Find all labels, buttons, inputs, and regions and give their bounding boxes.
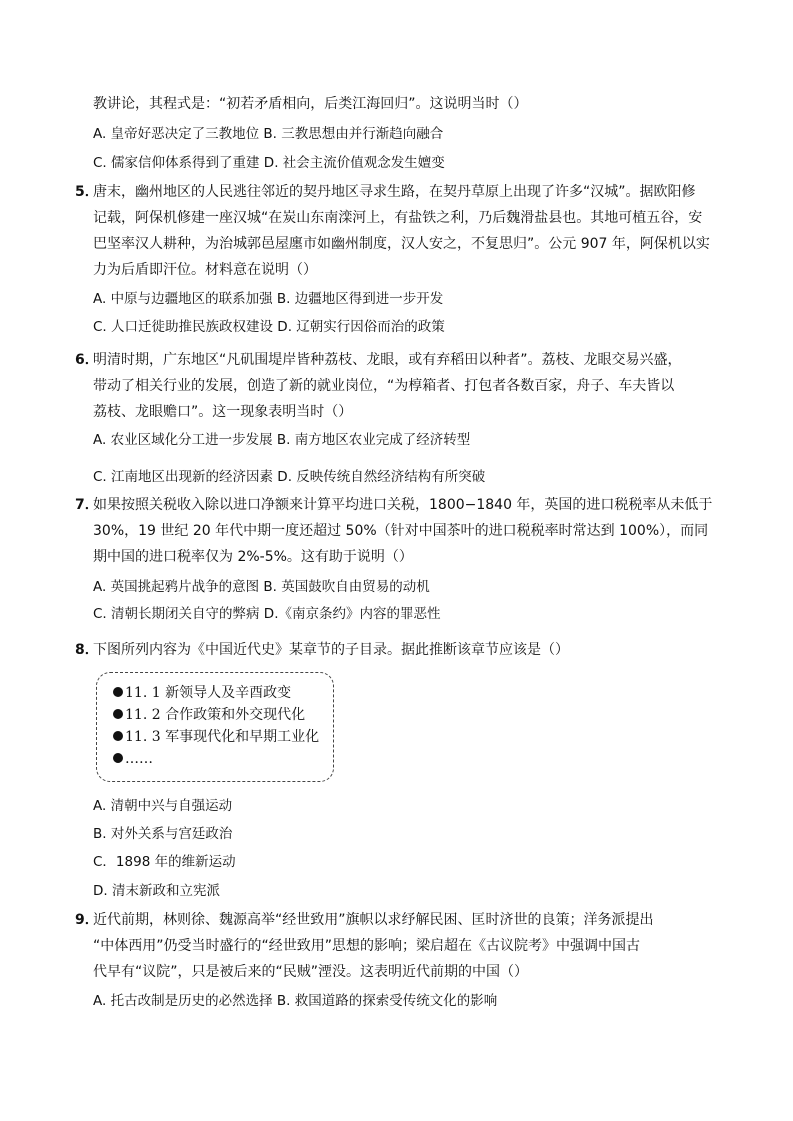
q8-stem-line-1: 下图所列内容为《中国近代史》某章节的子目录。据此推断该章节应该是（） (93, 642, 569, 658)
q4-options-ab: A. 皇帝好恶决定了三教地位 B. 三教思想由并行渐趋向融合 (93, 126, 444, 142)
q7-number: 7． (75, 497, 99, 513)
q6-options-cd: C. 江南地区出现新的经济因素 D. 反映传统自然经济结构有所突破 (93, 469, 486, 485)
toc-item: 11. 1 新领导人及辛酉政变 (113, 683, 291, 703)
chapter-toc-box (96, 672, 334, 782)
q5-stem-line-2: 记载，阿保机修建一座汉城“在炭山东南滦河上，有盐铁之利，乃后魏滑盐县也。其地可植五谷，安 (93, 210, 703, 226)
q6-stem-line-2: 带动了相关行业的发展，创造了新的就业岗位，“为椁箱者、打包者各数百家，舟子、车夫皆以 (93, 378, 675, 394)
bullet-icon (113, 731, 123, 741)
toc-item: 11. 3 军事现代化和早期工业化 (113, 727, 319, 747)
q9-number: 9． (75, 912, 99, 928)
q5-options-ab: A. 中原与边疆地区的联系加强 B. 边疆地区得到进一步开发 (93, 291, 444, 307)
q7-stem-line-2: 30%，19 世纪 20 年代中期一度还超过 50%（针对中国茶叶的进口税税率时常达到 100%），而同 (93, 523, 709, 539)
q9-stem-line-1: 近代前期，林则徐、魏源高举“经世致用”旗帜以求纾解民困、匡时济世的良策；洋务派提出 (93, 912, 654, 928)
q5-options-cd: C. 人口迁徙助推民族政权建设 D. 辽朝实行因俗而治的政策 (93, 319, 445, 335)
q7-options-ab: A. 英国挑起鸦片战争的意图 B. 英国鼓吹自由贸易的动机 (93, 579, 430, 595)
q8-option-d: D. 清末新政和立宪派 (93, 883, 220, 899)
q6-stem-line-1: 明清时期，广东地区“凡矶围堤岸皆种荔枝、龙眼，或有弃稻田以种者”。荔枝、龙眼交易兴盛， (93, 352, 682, 368)
bullet-icon (113, 753, 123, 763)
q8-option-c: C．1898 年的维新运动 (93, 854, 236, 870)
toc-item: …… (113, 749, 153, 769)
q6-options-ab: A. 农业区域化分工进一步发展 B. 南方地区农业完成了经济转型 (93, 432, 471, 448)
q9-options-ab: A. 托古改制是历史的必然选择 B. 救国道路的探索受传统文化的影响 (93, 993, 498, 1009)
q7-stem-line-3: 期中国的进口税率仅为 2%-5%。这有助于说明（） (93, 549, 413, 565)
q8-number: 8． (75, 642, 99, 658)
toc-item: 11. 2 合作政策和外交现代化 (113, 705, 305, 725)
q5-stem-line-4: 力为后盾即汗位。材料意在说明（） (93, 262, 317, 278)
q6-stem-line-3: 荔枝、龙眼赡口”。这一现象表明当时（） (93, 404, 353, 420)
q9-stem-line-3: 代早有“议院”，只是被后来的“民贼”湮没。这表明近代前期的中国（） (93, 964, 529, 980)
bullet-icon (113, 687, 123, 697)
q7-options-cd: C. 清朝长期闭关自守的弊病 D.《南京条约》内容的罪恶性 (93, 606, 441, 622)
q4-options-cd: C. 儒家信仰体系得到了重建 D. 社会主流价值观念发生嬗变 (93, 155, 445, 171)
q8-option-b: B. 对外关系与宫廷政治 (93, 826, 233, 842)
q8-option-a: A. 清朝中兴与自强运动 (93, 798, 233, 814)
q5-stem-line-3: 巴坚率汉人耕种，为治城郭邑屋廛市如幽州制度，汉人安之，不复思归”。公元 907 年，阿保机以实 (93, 236, 710, 252)
q4-stem-continuation: 教讲论，其程式是：“初若矛盾相向，后类江海回归”。这说明当时（） (93, 96, 528, 112)
q5-number: 5． (75, 184, 99, 200)
bullet-icon (113, 709, 123, 719)
q7-stem-line-1: 如果按照关税收入除以进口净额来计算平均进口关税，1800−1840 年，英国的进口税税率从未低于 (93, 497, 713, 513)
q9-stem-line-2: “中体西用”仍受当时盛行的“经世致用”思想的影响；梁启超在《古议院考》中强调中国古 (93, 938, 641, 954)
q5-stem-line-1: 唐末，幽州地区的人民逃往邻近的契丹地区寻求生路，在契丹草原上出现了许多“汉城”。据欧阳修 (93, 184, 696, 200)
q6-number: 6． (75, 352, 99, 368)
